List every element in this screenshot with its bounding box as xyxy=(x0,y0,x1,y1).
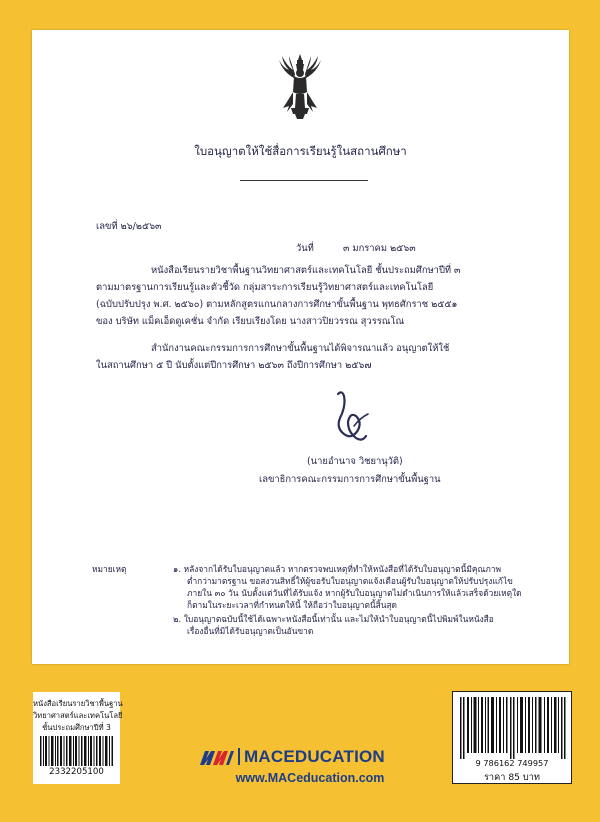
license-document xyxy=(32,30,569,664)
date-value: ๓ มกราคม ๒๕๖๓ xyxy=(343,243,416,254)
isbn-card xyxy=(452,691,572,784)
paragraph1-line: ตามมาตรฐานการเรียนรู้และตัวชี้วัด กลุ่มสาระการเรียนรู้วิทยาศาสตร์และเทคโนโลยี xyxy=(96,282,434,293)
logo-text: MACEDUCATION xyxy=(244,747,385,766)
garuda-emblem-icon xyxy=(277,52,323,120)
label-line: ชั้นประถมศึกษาปีที่ 3 xyxy=(42,723,111,732)
signer-name: (นายอำนาจ วิชยานุวัติ) xyxy=(307,456,403,467)
remark-line: ๒. ใบอนุญาตฉบับนี้ใช้ได้เฉพาะหนังสือนี้เท่านั้น และไม่ให้นำใบอนุญาตนี้ไปพิมพ์ในหนังสือ xyxy=(173,614,494,624)
date-label: วันที่ xyxy=(296,243,314,254)
mac-logo-icon xyxy=(200,749,234,765)
remark-line: ภายใน ๓๐ วัน นับตั้งแต่วันที่ได้รับแจ้ง หากผู้รับใบอนุญาตไม่ดำเนินการให้แล้วเสร็จด้วยเหตุใด xyxy=(187,588,522,598)
remark-line: ต่ำกว่ามาตรฐาน ขอสงวนสิทธิ์ให้ผู้ขอรับใบอนุญาตแจ้งเตือนผู้รับใบอนุญาตให้ปรับปรุงแก้ไข xyxy=(187,576,513,586)
label-line: วิทยาศาสตร์และเทคโนโลยี xyxy=(33,711,123,720)
title-underline xyxy=(240,180,368,181)
paragraph2-line: สำนักงานคณะกรรมการการศึกษาขั้นพื้นฐานได้พิจารณาแล้ว อนุญาตให้ใช้ xyxy=(151,343,450,354)
label-code: 2332205100 xyxy=(49,767,104,777)
logo-divider xyxy=(238,748,240,765)
book-label xyxy=(33,692,123,784)
paragraph1-line: ของ บริษัท แม็คเอ็ดดูเคชั่น จำกัด เรียบเรียงโดย นางสาวปิยวรรณ สุวรรณโณ xyxy=(96,316,405,327)
paragraph1-line: หนังสือเรียนรายวิชาพื้นฐานวิทยาศาสตร์และเทคโนโลยี ชั้นประถมศึกษาปีที่ ๓ xyxy=(151,265,461,276)
publisher-logo xyxy=(200,747,420,767)
isbn-number: 9 786162 749957 xyxy=(475,758,549,768)
publisher-website[interactable]: www.MACeducation.com xyxy=(235,771,385,785)
price-label: ราคา 85 บาท xyxy=(484,772,540,783)
remark-line: ก็ตามในระยะเวลาที่กำหนดให้นี้ ให้ถือว่าใบอนุญาตนี้สิ้นสุด xyxy=(187,600,397,610)
document-title: ใบอนุญาตให้ใช้สื่อการเรียนรู้ในสถานศึกษา xyxy=(194,144,407,158)
paragraph1-line: (ฉบับปรับปรุง พ.ศ. ๒๕๖๐) ตามหลักสูตรแกนกลางการศึกษาขั้นพื้นฐาน พุทธศักราช ๒๕๕๑ xyxy=(96,299,458,310)
signature-icon xyxy=(332,388,372,448)
paragraph2-line: ในสถานศึกษา ๕ ปี นับตั้งแต่ปีการศึกษา ๒๕๖๓ ถึงปีการศึกษา ๒๕๖๗ xyxy=(96,360,372,371)
remark-line: เรื่องอื่นที่มิได้รับอนุญาตเป็นอันขาด xyxy=(187,626,314,636)
remarks-label: หมายเหตุ xyxy=(92,564,127,574)
remark-line: ๑. หลังจากได้รับใบอนุญาตแล้ว หากตรวจพบเหตุที่ทำให้หนังสือที่ได้รับใบอนุญาตนี้มีคุณภาพ xyxy=(173,564,501,574)
document-number: เลขที่ ๒๖/๒๕๖๓ xyxy=(96,221,162,232)
isbn-barcode-icon xyxy=(458,697,566,759)
barcode-icon xyxy=(39,736,114,766)
signer-position: เลขาธิการคณะกรรมการการศึกษาขั้นพื้นฐาน xyxy=(259,474,441,485)
label-line: หนังสือเรียนรายวิชาพื้นฐาน xyxy=(33,699,123,708)
